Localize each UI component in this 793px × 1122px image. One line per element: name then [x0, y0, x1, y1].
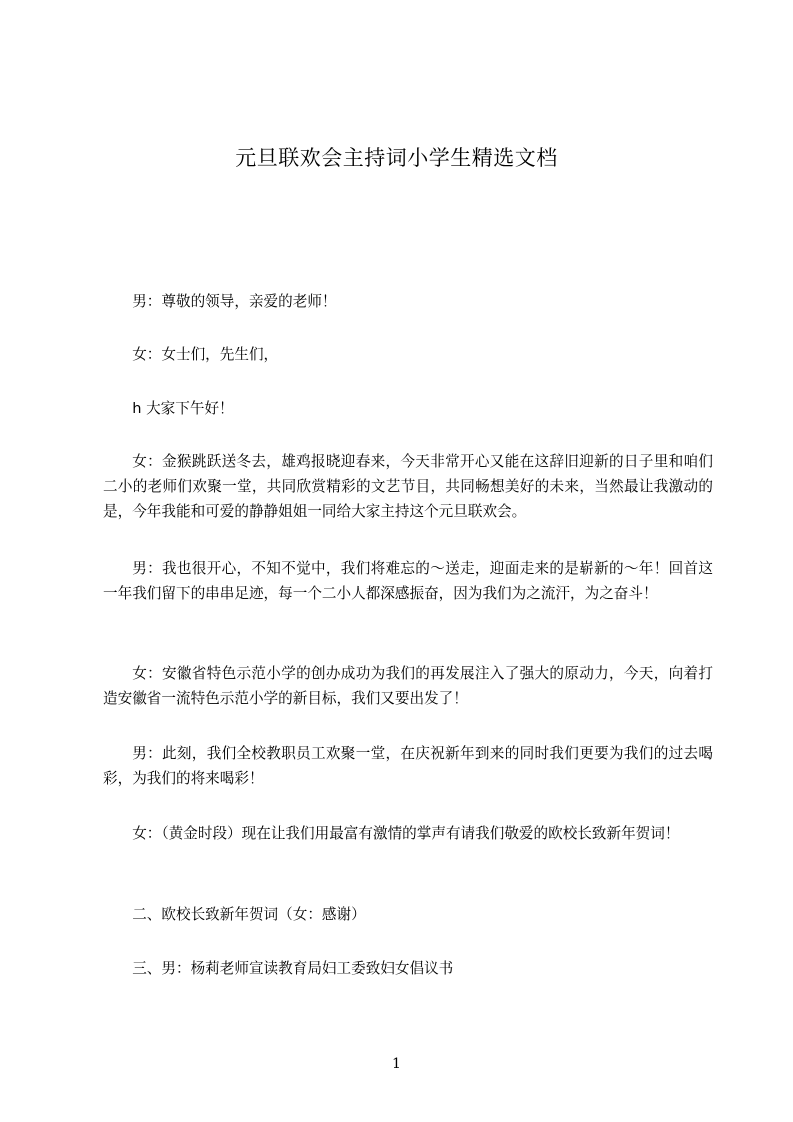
paragraph: 三、男：杨莉老师宣读教育局妇工委致妇女倡议书 — [132, 960, 454, 977]
paragraph: 女：女士们，先生们， — [132, 346, 279, 363]
paragraph: 男：此刻，我们全校教职员工欢聚一堂，在庆祝新年到来的同时我们更要为我们的过去喝彩，为我们的将来喝彩！ — [103, 745, 713, 787]
paragraph: 男：我也很开心，不知不觉中，我们将难忘的～送走，迎面走来的是崭新的～年！回首这一年我们留下的串串足迹，每一个二小人都深感振奋，因为我们为之流汗，为之奋斗！ — [103, 560, 713, 602]
page-number: 1 — [392, 1056, 401, 1072]
paragraph: 男：尊敬的领导，亲爱的老师！ — [132, 293, 337, 310]
paragraph: 女：金猴跳跃送冬去，雄鸡报晓迎春来，今天非常开心又能在这辞旧迎新的日子里和咱们二小的老师们欢聚一堂，共同欣赏精彩的文艺节目，共同畅想美好的未来，当然最让我激动的是，今年我能和可爱的静静姐姐一同给大家主持这个元旦联欢会。 — [103, 453, 713, 520]
document-title: 元旦联欢会主持词小学生精选文档 — [235, 146, 558, 170]
paragraph: h 大家下午好！ — [132, 400, 234, 417]
paragraph: 二、欧校长致新年贺词（女：感谢） — [132, 906, 366, 923]
paragraph: 女：（黄金时段）现在让我们用最富有激情的掌声有请我们敬爱的欧校长致新年贺词！ — [132, 825, 680, 842]
paragraph: 女：安徽省特色示范小学的创办成功为我们的再发展注入了强大的原动力，今天，向着打造安徽省一流特色示范小学的新目标，我们又要出发了！ — [103, 665, 713, 707]
